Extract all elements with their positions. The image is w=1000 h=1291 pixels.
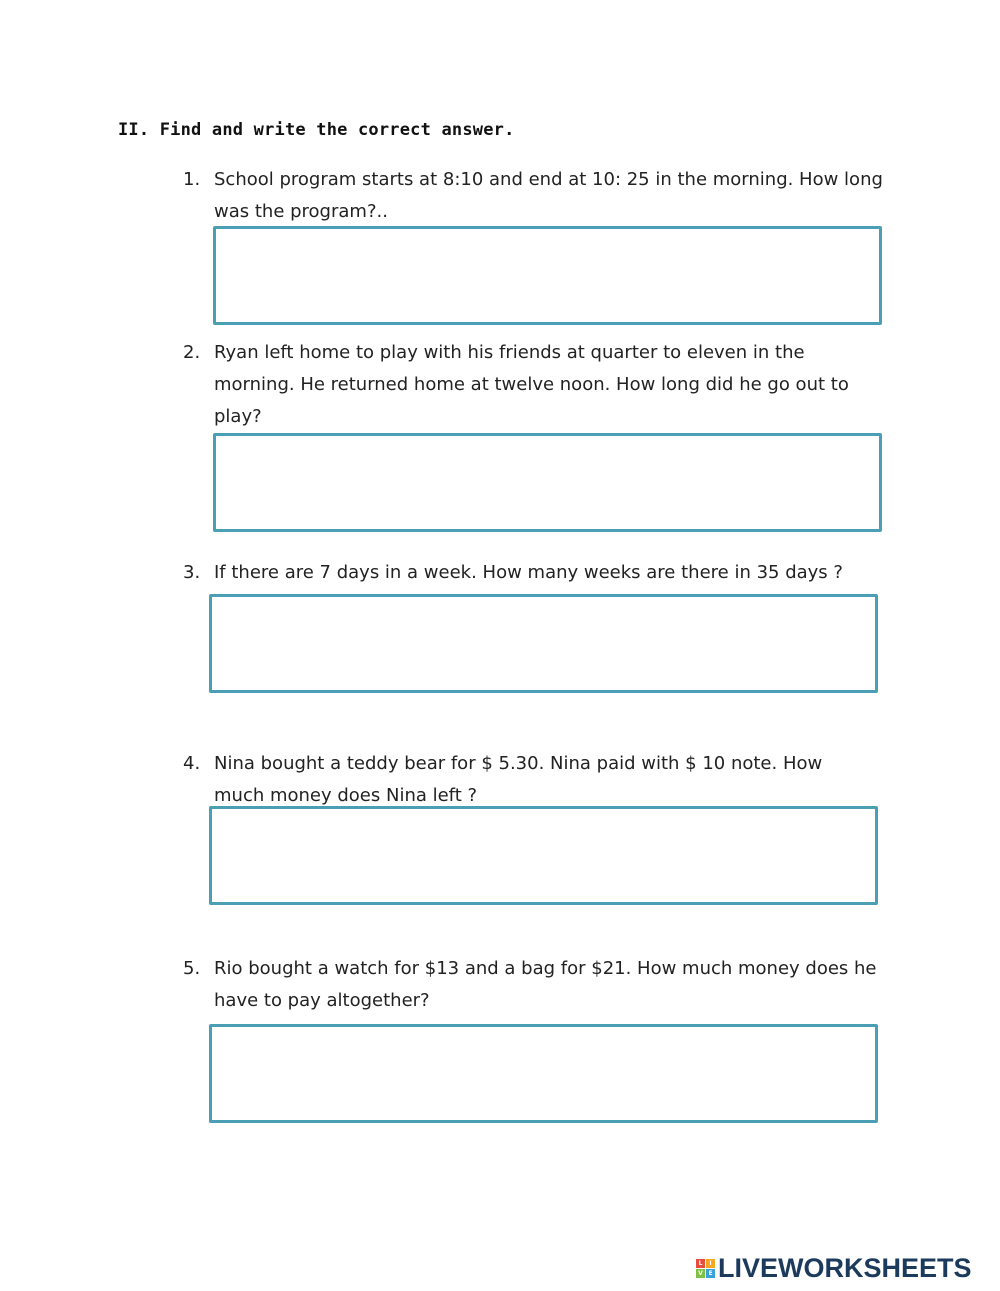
logo-tile-v: V <box>696 1269 705 1278</box>
answer-box-3[interactable] <box>209 594 878 693</box>
section-heading: II. Find and write the correct answer. <box>118 120 515 140</box>
liveworksheets-logo-icon <box>696 1259 715 1278</box>
question-1-text <box>214 164 894 228</box>
question-3-number: 3. <box>183 562 201 583</box>
answer-box-1[interactable] <box>213 226 882 325</box>
question-1-line-1: School program starts at 8:10 and end at 10: 25 in the morning. How long <box>214 169 883 190</box>
liveworksheets-logo <box>696 1253 972 1284</box>
question-1-line-2: was the program?.. <box>214 201 388 222</box>
question-2-line-1: Ryan left home to play with his friends at quarter to eleven in the <box>214 342 805 363</box>
question-1-number: 1. <box>183 169 201 190</box>
liveworksheets-logo-text: LIVEWORKSHEETS <box>718 1253 972 1283</box>
question-2-text <box>214 337 894 433</box>
question-2-line-2: morning. He returned home at twelve noon. How long did he go out to <box>214 374 849 395</box>
logo-tile-e: E <box>706 1269 715 1278</box>
question-5-text <box>214 953 894 1017</box>
question-4-number: 4. <box>183 753 201 774</box>
question-2-line-3: play? <box>214 406 262 427</box>
question-3-line-1: If there are 7 days in a week. How many weeks are there in 35 days ? <box>214 562 843 583</box>
answer-box-5[interactable] <box>209 1024 878 1123</box>
logo-tile-l: L <box>696 1259 705 1268</box>
answer-box-4[interactable] <box>209 806 878 905</box>
question-4-line-2: much money does Nina left ? <box>214 785 478 806</box>
question-5-line-1: Rio bought a watch for $13 and a bag for $21. How much money does he <box>214 958 877 979</box>
question-2-number: 2. <box>183 342 201 363</box>
answer-box-2[interactable] <box>213 433 882 532</box>
question-4-text <box>214 748 894 812</box>
question-5-number: 5. <box>183 958 201 979</box>
logo-tile-i: I <box>706 1259 715 1268</box>
question-5-line-2: have to pay altogether? <box>214 990 430 1011</box>
question-3-text <box>214 557 894 589</box>
question-4-line-1: Nina bought a teddy bear for $ 5.30. Nina paid with $ 10 note. How <box>214 753 823 774</box>
